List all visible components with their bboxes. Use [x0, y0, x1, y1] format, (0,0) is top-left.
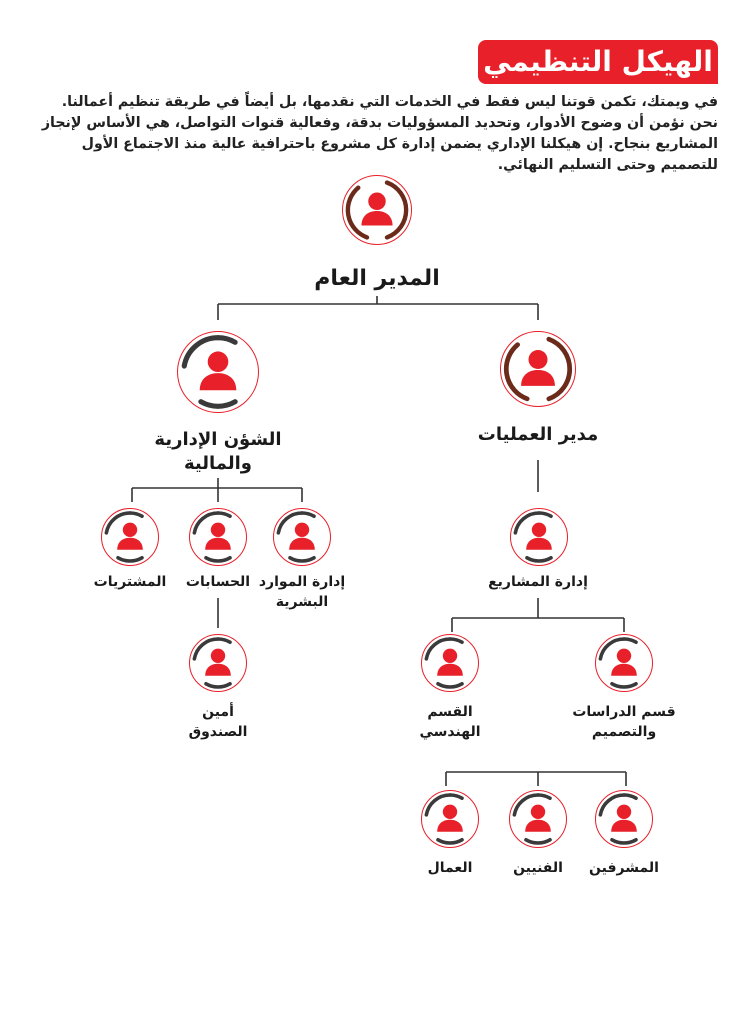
node-procurement: [101, 508, 159, 566]
person-head: [532, 523, 546, 537]
ring-arc: [218, 513, 230, 516]
label-admin-finance: الشؤن الإدارية والمالية: [154, 429, 282, 474]
node-technicians: [509, 790, 567, 848]
person-head: [123, 523, 137, 537]
ring-arc: [206, 558, 230, 561]
ring-arc: [387, 183, 406, 238]
person-icon: [190, 635, 246, 691]
ring-arc: [527, 558, 551, 561]
person-body: [611, 820, 637, 832]
ring-arc: [201, 402, 235, 407]
ring-arc: [526, 840, 550, 843]
label-cashier: أمين الصندوق: [188, 704, 248, 740]
label-procurement: المشتريات: [93, 574, 167, 590]
node-supervisors: [595, 790, 653, 848]
ring-arc: [612, 684, 636, 687]
ring-arc: [290, 558, 314, 561]
ring-arc: [348, 188, 367, 238]
person-body: [437, 664, 463, 676]
person-icon: [510, 791, 566, 847]
person-icon: [422, 791, 478, 847]
person-body: [437, 820, 463, 832]
person-icon: [274, 509, 330, 565]
node-admin-finance: [177, 331, 259, 413]
label-supervisors: المشرفين: [589, 860, 659, 876]
person-icon: [596, 791, 652, 847]
node-hr: [273, 508, 331, 566]
node-engineering: [421, 634, 479, 692]
person-body: [205, 538, 231, 550]
ring-arc: [506, 345, 527, 399]
person-icon: [511, 509, 567, 565]
person-head: [368, 193, 385, 210]
label-operations-manager: مدير العمليات: [477, 424, 599, 445]
person-head: [531, 805, 545, 819]
node-general-manager: [342, 175, 412, 245]
person-head: [528, 350, 547, 369]
person-icon: [422, 635, 478, 691]
label-design-studies: قسم الدراسات والتصميم: [572, 704, 676, 740]
person-head: [211, 523, 225, 537]
label-project-management: إدارة المشاريع: [488, 574, 588, 590]
label-accounts: الحسابات: [185, 574, 251, 590]
person-icon: [596, 635, 652, 691]
ring-arc: [438, 684, 462, 687]
ring-arc: [539, 513, 551, 516]
person-head: [295, 523, 309, 537]
node-cashier: [189, 634, 247, 692]
person-body: [200, 373, 237, 390]
ring-arc: [450, 795, 462, 798]
person-icon: [501, 332, 575, 406]
person-body: [289, 538, 315, 550]
node-design-studies: [595, 634, 653, 692]
intro-paragraph: في ويمتك، تكمن قوتنا ليس فقط في الخدمات التي نقدمها، بل أيضاً في طريقة تنظيم أعمالنا. نحن نؤمن أن وضوح الأدوار، وتحديد المسؤوليات بدقة، وفعالية قنوات التواصل، هي الأساس لإنجاز المشاريع بنجاح. إن هيكلنا الإداري يضمن إدارة كل مشروع باحترافية عالية منذ الاجتماع الأول للتصميم وحتى التسليم النهائي.: [41, 94, 718, 173]
label-engineering: القسم الهندسي: [419, 704, 481, 740]
ring-arc: [538, 795, 550, 798]
person-icon: [343, 176, 411, 244]
person-head: [617, 649, 631, 663]
person-head: [211, 649, 225, 663]
person-body: [526, 538, 552, 550]
label-workers: العمال: [427, 860, 473, 876]
ring-arc: [218, 639, 230, 642]
ring-arc: [549, 339, 570, 399]
ring-arc: [130, 513, 142, 516]
ring-arc: [624, 795, 636, 798]
node-workers: [421, 790, 479, 848]
page-title: الهيكل التنظيمي: [478, 40, 718, 84]
person-icon: [178, 332, 258, 412]
person-body: [361, 211, 392, 226]
person-body: [117, 538, 143, 550]
person-head: [443, 649, 457, 663]
ring-arc: [218, 338, 235, 343]
label-technicians: الفنيين: [513, 860, 563, 876]
label-hr: إدارة الموارد البشرية: [258, 574, 346, 610]
person-body: [205, 664, 231, 676]
node-accounts: [189, 508, 247, 566]
ring-arc: [612, 840, 636, 843]
ring-arc: [118, 558, 142, 561]
node-operations-manager: [500, 331, 576, 407]
person-icon: [102, 509, 158, 565]
person-body: [525, 820, 551, 832]
person-icon: [190, 509, 246, 565]
person-body: [611, 664, 637, 676]
ring-arc: [302, 513, 314, 516]
person-head: [617, 805, 631, 819]
label-general-manager: المدير العام: [314, 266, 440, 291]
ring-arc: [206, 684, 230, 687]
person-head: [208, 351, 229, 372]
ring-arc: [450, 639, 462, 642]
ring-arc: [438, 840, 462, 843]
person-body: [521, 370, 555, 386]
ring-arc: [624, 639, 636, 642]
node-project-management: [510, 508, 568, 566]
person-head: [443, 805, 457, 819]
